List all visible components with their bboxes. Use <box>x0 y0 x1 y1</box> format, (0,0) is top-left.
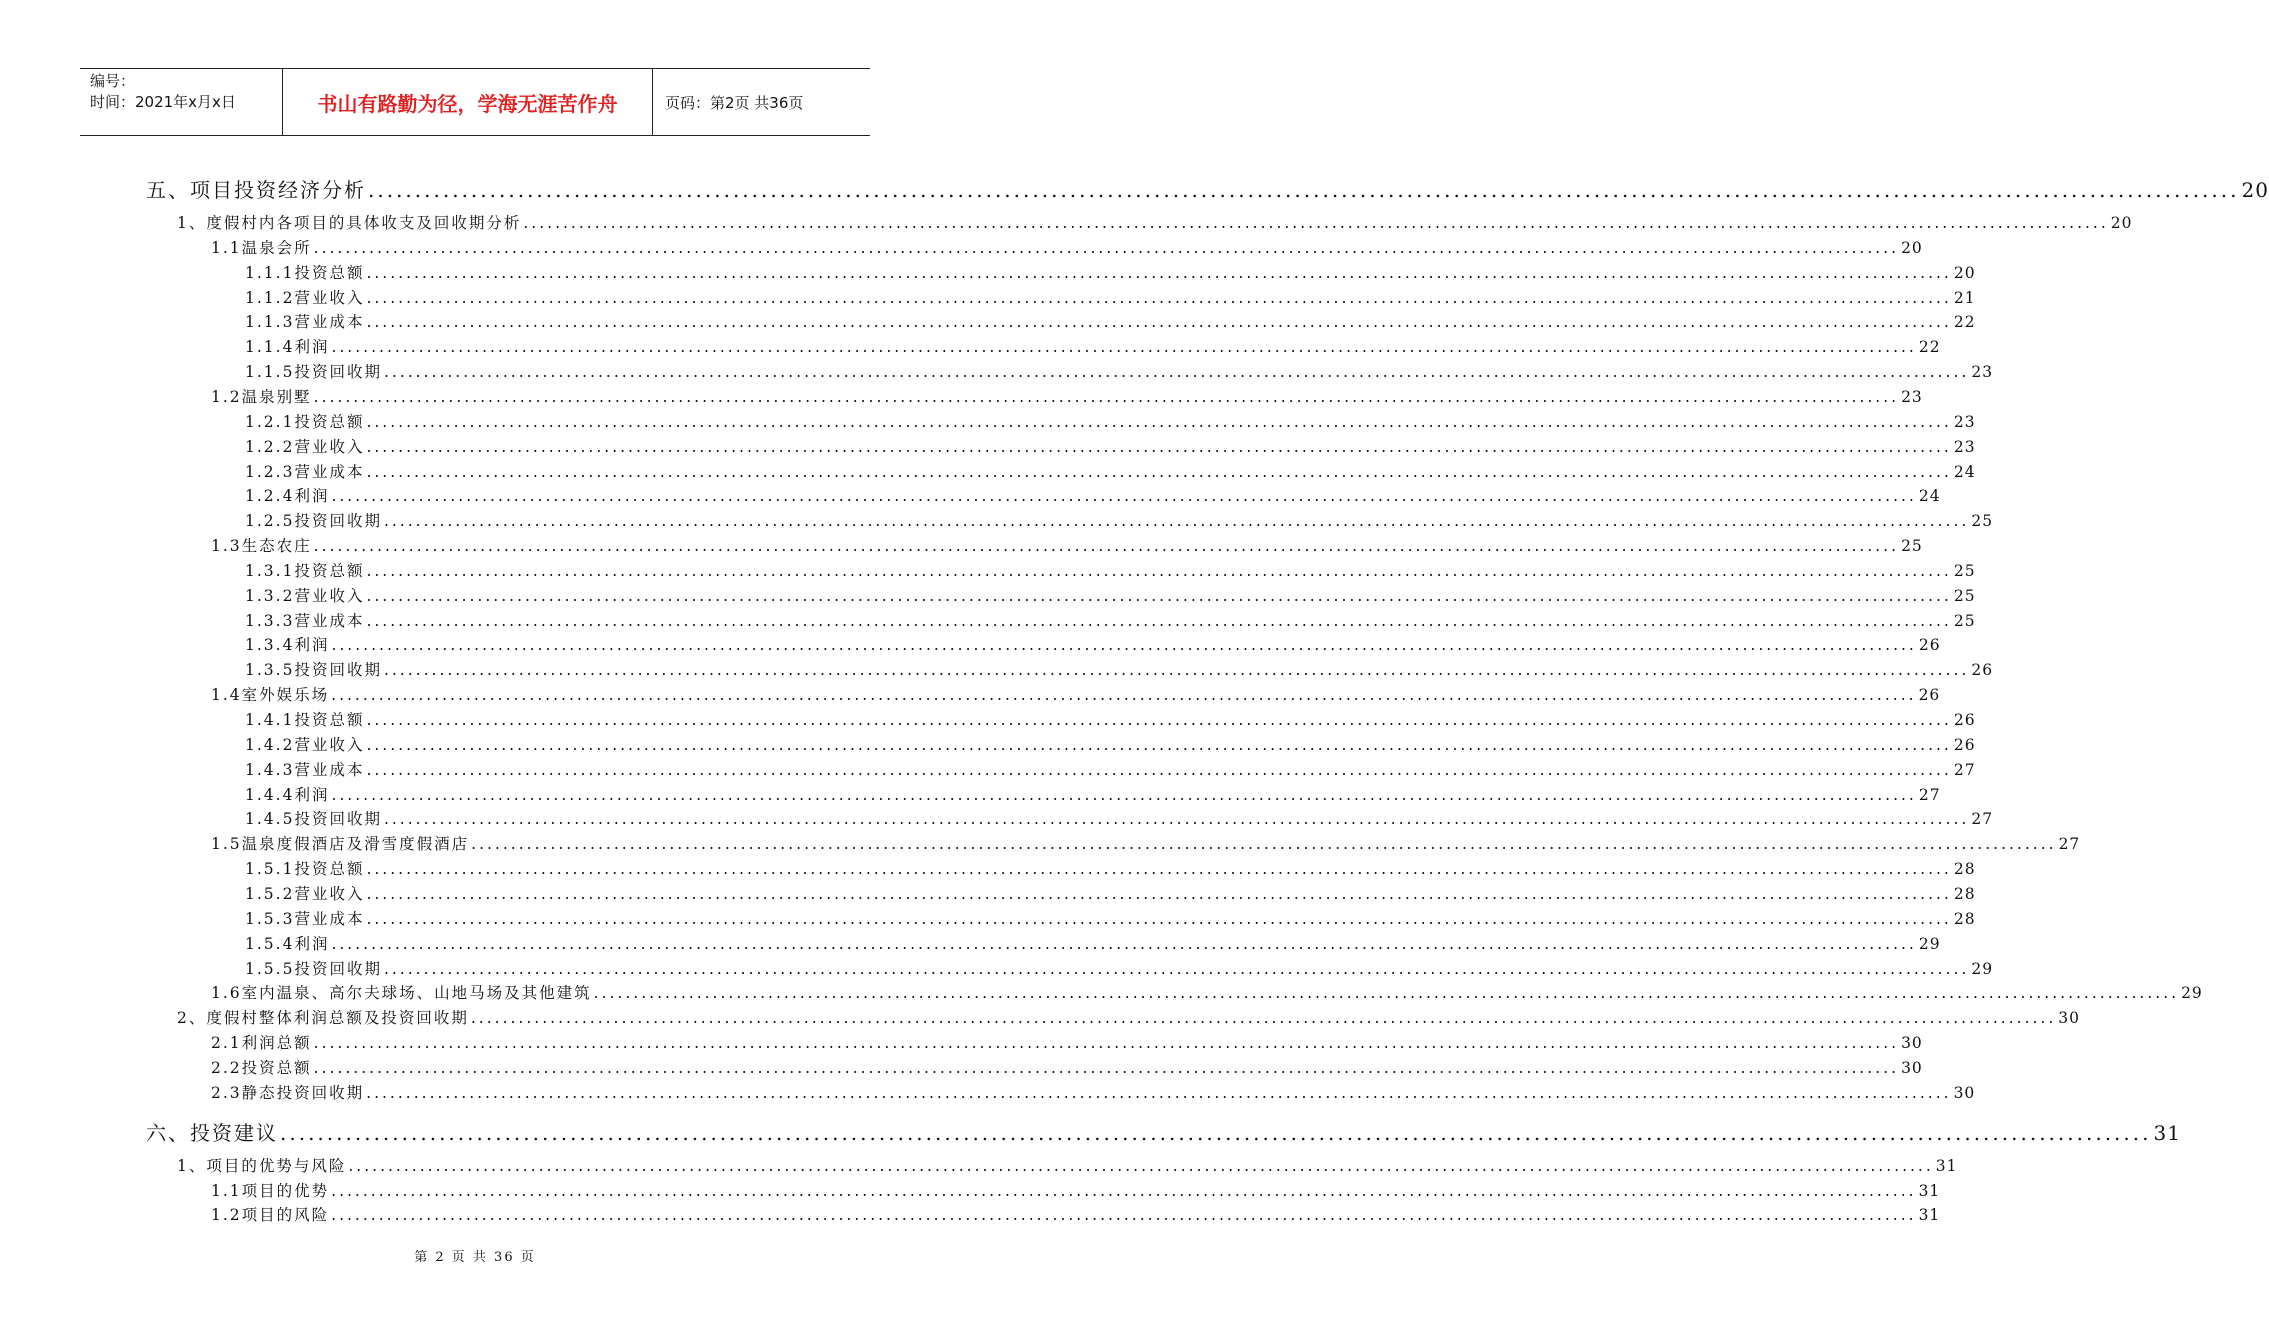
toc-entry-title: 1、项目的优势与风险 <box>177 1156 347 1175</box>
toc-entry-page: 27 <box>2058 835 2081 854</box>
toc-leader-dots: ........................................................................................................................................................................................................ <box>331 636 1917 655</box>
toc-leader-dots: ........................................................................................................................................................................................................ <box>331 338 1917 357</box>
toc-entry-page: 20 <box>2241 178 2269 202</box>
toc-entry-page: 23 <box>1953 437 1976 456</box>
toc-entry-page: 29 <box>1918 934 1941 953</box>
toc-entry-title: 1.2.5投资回收期 <box>245 512 382 531</box>
toc-entry-page: 30 <box>1901 1034 1923 1053</box>
toc-entry-title: 1.2.2营业收入 <box>245 437 365 456</box>
toc-entry-page: 25 <box>1953 611 1976 630</box>
toc-entry-title: 1.1.4利润 <box>245 338 330 357</box>
toc-entry[interactable] <box>245 733 1976 755</box>
toc-entry[interactable] <box>245 335 1941 357</box>
toc-leader-dots: ........................................................................................................................................................................................................ <box>383 810 1970 829</box>
toc-entry[interactable] <box>245 310 1976 332</box>
toc-leader-dots: ........................................................................................................................................................................................................ <box>331 686 1917 705</box>
toc-entry-page: 28 <box>1953 860 1976 879</box>
toc-entry-title: 2.3静态投资回收期 <box>211 1083 365 1102</box>
toc-entry[interactable] <box>245 559 1976 581</box>
toc-leader-dots: ........................................................................................................................................................................................................ <box>383 959 1970 978</box>
toc-entry[interactable] <box>245 360 1994 382</box>
toc-entry[interactable] <box>211 981 2203 1003</box>
toc-leader-dots: ........................................................................................................................................................................................................ <box>366 735 1952 754</box>
toc-entry-page: 26 <box>1953 711 1976 729</box>
toc-entry-title: 1.1.3营业成本 <box>245 313 365 332</box>
toc-entry-title: 1.2.1投资总额 <box>245 412 365 431</box>
toc-entry[interactable] <box>177 211 2133 233</box>
toc-entry-title: 1.3.1投资总额 <box>245 561 365 580</box>
toc-entry[interactable] <box>245 484 1941 506</box>
toc-entry[interactable] <box>245 957 1994 979</box>
header-page-info: 页码：第2页 共36页 <box>665 93 804 112</box>
toc-entry-title: 1.5温泉度假酒店及滑雪度假酒店 <box>211 835 470 854</box>
page-footer: 第 2 页 共 36 页 <box>414 1250 536 1265</box>
toc-leader-dots: ........................................................................................................................................................................................................ <box>331 785 1917 804</box>
toc-leader-dots: ........................................................................................................................................................................................................ <box>593 984 2180 1003</box>
toc-entry-title: 1.2.4利润 <box>245 487 330 506</box>
toc-entry-page: 31 <box>1918 1181 1941 1200</box>
toc-entry[interactable] <box>245 932 1941 954</box>
toc-entry-page: 28 <box>1953 884 1976 903</box>
toc-entry[interactable] <box>211 1203 1941 1225</box>
toc-leader-dots: ........................................................................................................................................................................................................ <box>331 1181 1917 1200</box>
toc-entry-title: 1.4.5投资回收期 <box>245 810 382 829</box>
toc-entry-title: 1.3生态农庄 <box>211 537 312 556</box>
toc-entry-page: 31 <box>1918 1206 1941 1225</box>
toc-leader-dots: ........................................................................................................................................................................................................ <box>470 1009 2057 1028</box>
document-code-label: 编号： <box>90 72 136 90</box>
toc-entry-title: 1.4.1投资总额 <box>245 711 365 729</box>
toc-entry[interactable] <box>177 1154 1958 1176</box>
toc-entry-title: 1.5.3营业成本 <box>245 909 365 928</box>
toc-entry-title: 1.1.5投资回收期 <box>245 363 382 382</box>
toc-entry[interactable] <box>245 584 1976 606</box>
toc-entry-title: 2.2投资总额 <box>211 1058 312 1077</box>
toc-entry-page: 25 <box>1901 537 1923 556</box>
toc-entry[interactable] <box>245 783 1941 805</box>
toc-entry[interactable] <box>245 509 1994 531</box>
toc-entry-title: 1.5.5投资回收期 <box>245 959 382 978</box>
toc-entry[interactable] <box>245 708 1976 730</box>
toc-entry-page: 26 <box>1953 735 1976 754</box>
toc-leader-dots: ........................................................................................................................................................................................................ <box>313 387 1900 406</box>
toc-entry-title: 1.2项目的风险 <box>211 1206 330 1225</box>
toc-entry-page: 26 <box>1918 686 1941 705</box>
toc-entry-page: 27 <box>1953 760 1976 779</box>
toc-entry-page: 20 <box>1953 263 1976 282</box>
toc-entry-page: 20 <box>2110 214 2133 232</box>
toc-entry[interactable] <box>211 534 1923 556</box>
toc-entry-title: 1.3.2营业收入 <box>245 586 365 605</box>
toc-entry-title: 2、度假村整体利润总额及投资回收期 <box>177 1009 469 1028</box>
toc-entry-title: 1.1.1投资总额 <box>245 263 365 282</box>
toc-entry-title: 1.3.4利润 <box>245 636 330 655</box>
toc-leader-dots: ........................................................................................................................................................................................................ <box>331 1206 1917 1225</box>
toc-leader-dots: ........................................................................................................................................................................................................ <box>366 437 1952 456</box>
toc-entry-page: 24 <box>1953 462 1976 481</box>
toc-leader-dots: ........................................................................................................................................................................................................ <box>368 178 2240 202</box>
toc-leader-dots: ........................................................................................................................................................................................................ <box>366 711 1952 729</box>
toc-entry-page: 30 <box>2058 1009 2081 1028</box>
toc-entry[interactable] <box>245 882 1976 904</box>
toc-leader-dots: ........................................................................................................................................................................................................ <box>366 884 1952 903</box>
toc-entry-page: 30 <box>1901 1058 1923 1077</box>
toc-leader-dots: ........................................................................................................................................................................................................ <box>366 586 1952 605</box>
toc-leader-dots: ........................................................................................................................................................................................................ <box>348 1156 1934 1175</box>
toc-entry[interactable] <box>211 385 1923 407</box>
header-motto: 书山有路勤为径，学海无涯苦作舟 <box>283 69 653 135</box>
toc-entry-page: 23 <box>1953 412 1976 431</box>
toc-entry-title: 五、项目投资经济分析 <box>146 178 366 202</box>
toc-entry-page: 23 <box>1901 387 1923 406</box>
toc-entry[interactable] <box>245 261 1976 283</box>
toc-entry[interactable] <box>211 1081 1976 1103</box>
toc-entry-page: 25 <box>1953 561 1976 580</box>
toc-entry[interactable] <box>245 907 1976 929</box>
toc-entry[interactable] <box>211 1179 1941 1201</box>
toc-leader-dots: ........................................................................................................................................................................................................ <box>366 909 1952 928</box>
toc-entry-title: 1.4.3营业成本 <box>245 760 365 779</box>
toc-entry-page: 28 <box>1953 909 1976 928</box>
toc-entry[interactable] <box>146 174 2269 203</box>
toc-entry[interactable] <box>245 807 1994 829</box>
toc-entry-page: 27 <box>1971 810 1994 829</box>
toc-entry-page: 21 <box>1953 288 1976 307</box>
toc-entry[interactable] <box>245 286 1976 308</box>
toc-leader-dots: ........................................................................................................................................................................................................ <box>366 1083 1952 1102</box>
toc-entry-title: 1.6室内温泉、高尔夫球场、山地马场及其他建筑 <box>211 984 592 1003</box>
document-date-label: 时间：2021年x月x日 <box>90 93 236 111</box>
toc-entry[interactable] <box>211 1056 1923 1078</box>
toc-entry-title: 2.1利润总额 <box>211 1034 312 1053</box>
toc-entry-title: 1.5.1投资总额 <box>245 860 365 879</box>
toc-leader-dots: ........................................................................................................................................................................................................ <box>331 934 1917 953</box>
toc-leader-dots: ........................................................................................................................................................................................................ <box>383 512 1970 531</box>
toc-leader-dots: ........................................................................................................................................................................................................ <box>383 363 1970 382</box>
toc-entry-title: 1.2温泉别墅 <box>211 387 312 406</box>
toc-entry-page: 29 <box>2181 984 2203 1003</box>
toc-entry-title: 1.1.2营业收入 <box>245 288 365 307</box>
toc-entry-page: 25 <box>1953 586 1976 605</box>
toc-leader-dots: ........................................................................................................................................................................................................ <box>313 537 1900 556</box>
toc-entry[interactable] <box>245 460 1976 482</box>
toc-leader-dots: ........................................................................................................................................................................................................ <box>331 487 1917 506</box>
toc-entry-page: 25 <box>1971 512 1994 531</box>
toc-leader-dots: ........................................................................................................................................................................................................ <box>313 1058 1900 1077</box>
toc-entry-title: 1.2.3营业成本 <box>245 462 365 481</box>
toc-entry[interactable] <box>245 609 1976 631</box>
toc-leader-dots: ........................................................................................................................................................................................................ <box>471 835 2057 854</box>
toc-leader-dots: ........................................................................................................................................................................................................ <box>366 611 1952 630</box>
toc-leader-dots: ........................................................................................................................................................................................................ <box>366 263 1952 282</box>
toc-entry-title: 1.4.2营业收入 <box>245 735 365 754</box>
toc-entry[interactable] <box>245 658 1994 680</box>
toc-entry-page: 22 <box>1953 313 1976 332</box>
toc-entry-page: 20 <box>1901 238 1923 257</box>
toc-entry[interactable] <box>245 857 1976 879</box>
toc-entry-title: 1.4.4利润 <box>245 785 330 804</box>
toc-leader-dots: ........................................................................................................................................................................................................ <box>366 412 1952 431</box>
header-meta <box>80 69 283 135</box>
toc-leader-dots: ........................................................................................................................................................................................................ <box>383 661 1970 680</box>
toc-leader-dots: ........................................................................................................................................................................................................ <box>313 1034 1900 1053</box>
toc-entry-title: 1.3.5投资回收期 <box>245 661 382 680</box>
toc-entry-title: 1.1项目的优势 <box>211 1181 330 1200</box>
toc-leader-dots: ........................................................................................................................................................................................................ <box>366 313 1952 332</box>
toc-entry-title: 1.5.2营业收入 <box>245 884 365 903</box>
toc-entry-title: 1.4室外娱乐场 <box>211 686 330 705</box>
toc-entry-page: 24 <box>1918 487 1941 506</box>
toc-entry-page: 23 <box>1971 363 1994 382</box>
toc-entry[interactable] <box>245 410 1976 432</box>
toc-entry[interactable] <box>211 832 2081 854</box>
toc-entry-page: 27 <box>1918 785 1941 804</box>
toc-entry[interactable] <box>211 683 1941 705</box>
toc-entry[interactable] <box>245 758 1976 780</box>
toc-entry-title: 1.3.3营业成本 <box>245 611 365 630</box>
toc-entry[interactable] <box>177 1006 2081 1028</box>
toc-entry-title: 1.5.4利润 <box>245 934 330 953</box>
toc-entry-title: 1、度假村内各项目的具体收支及回收期分析 <box>177 214 522 232</box>
toc-entry-page: 22 <box>1918 338 1941 357</box>
toc-leader-dots: ........................................................................................................................................................................................................ <box>366 860 1952 879</box>
page-header <box>80 68 870 136</box>
toc-entry[interactable] <box>211 1031 1923 1053</box>
toc-leader-dots: ........................................................................................................................................................................................................ <box>523 214 2109 232</box>
toc-entry[interactable] <box>211 236 1923 258</box>
toc-entry-title: 1.1温泉会所 <box>211 238 312 257</box>
toc-entry-page: 30 <box>1953 1083 1976 1102</box>
toc-leader-dots: ........................................................................................................................................................................................................ <box>366 288 1952 307</box>
toc-leader-dots: ........................................................................................................................................................................................................ <box>366 462 1952 481</box>
toc-leader-dots: ........................................................................................................................................................................................................ <box>366 760 1952 779</box>
toc-entry[interactable] <box>245 435 1976 457</box>
toc-leader-dots: ........................................................................................................................................................................................................ <box>313 238 1900 257</box>
toc-entry-title: 六、投资建议 <box>146 1120 278 1145</box>
toc-entry-page: 26 <box>1918 636 1941 655</box>
toc-leader-dots: ........................................................................................................................................................................................................ <box>366 561 1952 580</box>
toc-entry-page: 26 <box>1971 661 1994 680</box>
toc-entry-page: 31 <box>2153 1120 2181 1145</box>
toc-entry[interactable] <box>146 1117 2181 1146</box>
toc-entry-page: 31 <box>1935 1156 1958 1175</box>
toc-entry[interactable] <box>245 633 1941 655</box>
toc-entry-page: 29 <box>1971 959 1994 978</box>
toc-leader-dots: ........................................................................................................................................................................................................ <box>280 1120 2152 1145</box>
